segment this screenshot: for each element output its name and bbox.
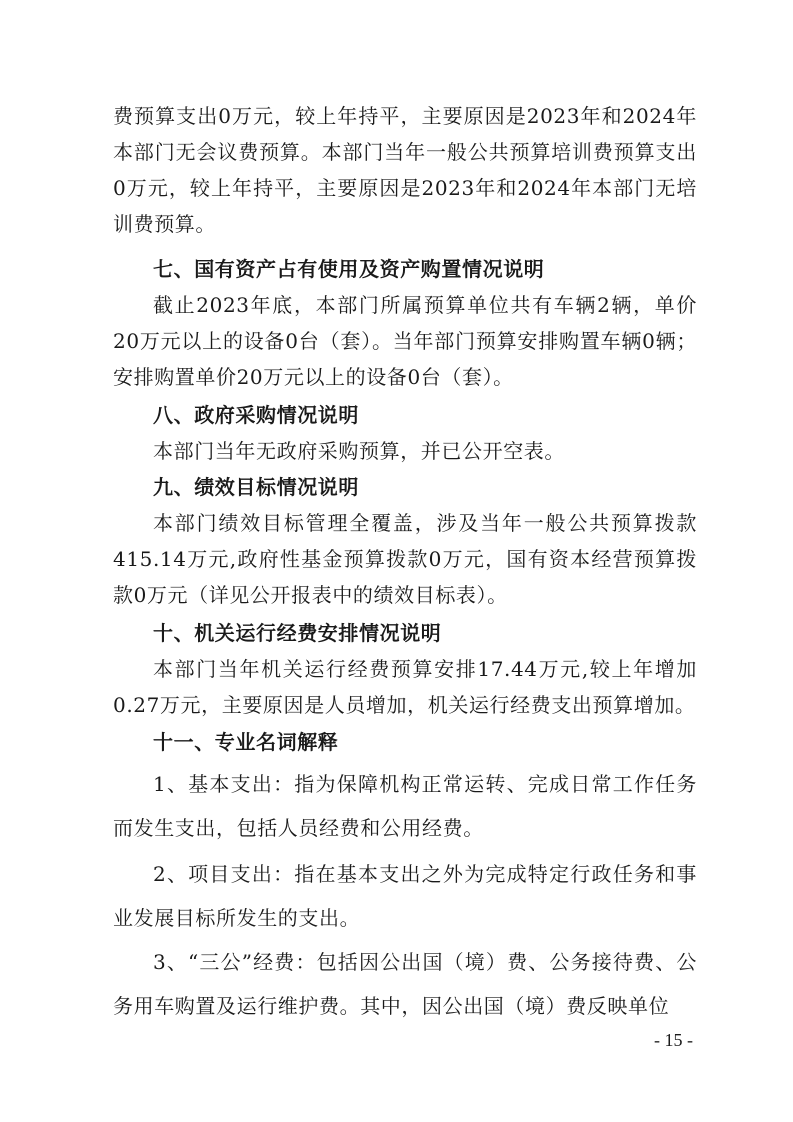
section-heading-glossary: 十一、专业名词解释 [153,730,339,754]
glossary-project-expenditure: 2、项目支出：指在基本支出之外为完成特定行政任务和事业发展目标所发生的支出。 [113,862,697,930]
section-heading-performance-targets: 九、绩效目标情况说明 [153,475,359,499]
section-heading-state-assets: 七、国有资产占有使用及资产购置情况说明 [153,257,545,281]
section-heading-government-procurement: 八、政府采购情况说明 [153,403,359,427]
glossary-three-public-expenses: 3、“三公”经费：包括因公出国（境）费、公务接待费、公务用车购置及运行维护费。其中，因公出国（境）费反映单位 [113,950,697,1018]
paragraph-meeting-training-fees: 费预算支出0万元，较上年持平，主要原因是2023年和2024年本部门无会议费预算。本部门当年一般公共预算培训费预算支出0万元，较上年持平，主要原因是2023年和2024年本部门无培训费预算。 [113,104,697,236]
page-number: - 15 - [654,1030,693,1050]
paragraph-operating-expenses: 本部门当年机关运行经费预算安排17.44万元,较上年增加0.27万元，主要原因是人员增加，机关运行经费支出预算增加。 [113,657,697,717]
paragraph-government-procurement: 本部门当年无政府采购预算，并已公开空表。 [153,439,565,463]
section-heading-operating-expenses: 十、机关运行经费安排情况说明 [153,621,442,645]
paragraph-state-assets: 截止2023年底，本部门所属预算单位共有车辆2辆，单价20万元以上的设备0台（套）。当年部门预算安排购置车辆0辆；安排购置单价20万元以上的设备0台（套）。 [113,293,697,389]
paragraph-performance-targets: 本部门绩效目标管理全覆盖，涉及当年一般公共预算拨款415.14万元,政府性基金预算拨款0万元，国有资本经营预算拨款0万元（详见公开报表中的绩效目标表）。 [113,511,697,607]
glossary-basic-expenditure: 1、基本支出：指为保障机构正常运转、完成日常工作任务而发生支出，包括人员经费和公用经费。 [113,772,697,840]
